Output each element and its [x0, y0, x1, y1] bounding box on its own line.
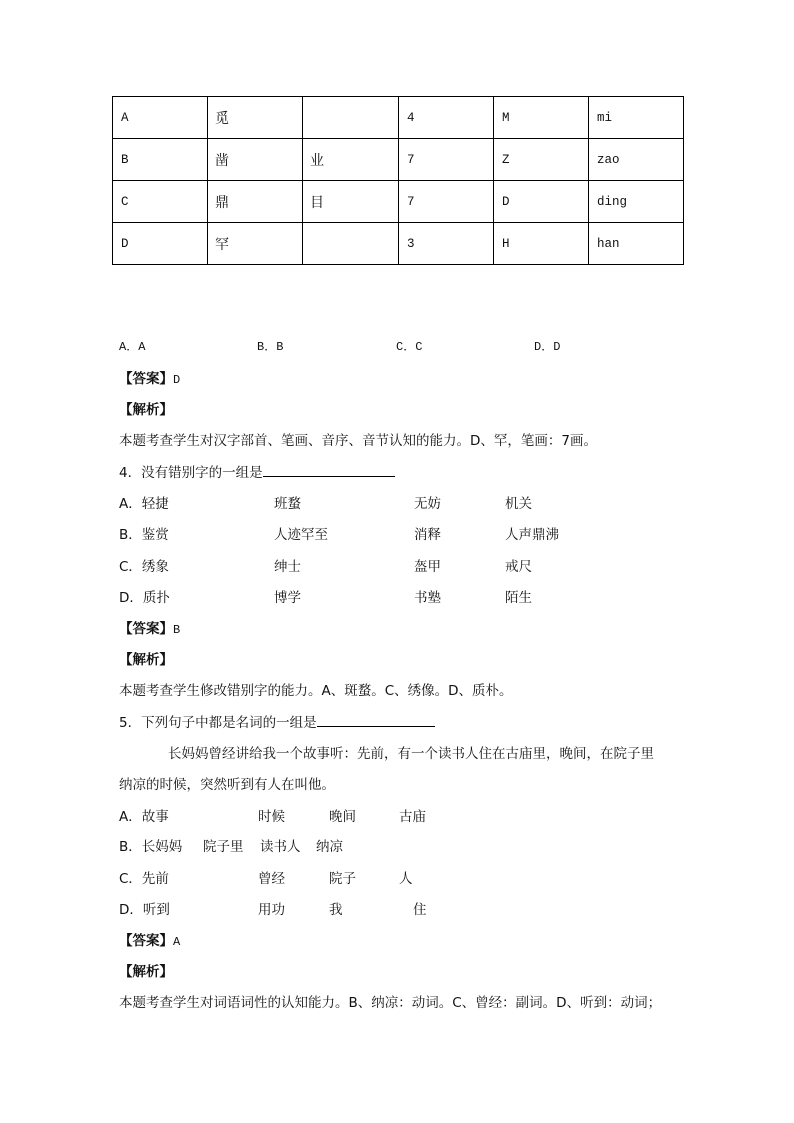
q3-analysis: 本题考查学生对汉字部首、笔画、音序、音节认知的能力。D、罕，笔画：7画。	[119, 433, 597, 449]
question-stem: 5．下列句子中都是名词的一组是	[119, 715, 317, 731]
q5-option-a-word: 时候	[258, 809, 285, 825]
table-cell: B	[113, 139, 208, 181]
table-cell: D	[494, 181, 589, 223]
question-stem: 4．没有错别字的一组是	[119, 465, 263, 481]
q4-option-b-word: 消释	[414, 527, 441, 543]
q4-option-d-word: 陌生	[505, 590, 532, 606]
q5-passage-line2: 纳凉的时候，突然听到有人在叫他。	[119, 777, 335, 793]
q4-option-d: D．质扑	[119, 590, 170, 606]
table-cell: 目	[303, 181, 399, 223]
q4-option-a-word: 无妨	[414, 496, 441, 512]
table-cell: 4	[399, 97, 494, 139]
table-cell: H	[494, 223, 589, 265]
q5-option-d-word: 用功	[258, 902, 285, 918]
q4-stem	[119, 461, 395, 481]
q5-answer	[119, 929, 180, 949]
table-cell	[303, 97, 399, 139]
q5-passage-line1: 长妈妈曾经讲给我一个故事听：先前，有一个读书人住在古庙里，晚间，在院子里	[168, 746, 654, 762]
table-cell: M	[494, 97, 589, 139]
q4-option-c-word: 绅士	[274, 559, 301, 575]
table-cell: 罕	[208, 223, 303, 265]
table-cell: Z	[494, 139, 589, 181]
table-row	[113, 181, 684, 223]
q3-option-c: C．C	[396, 340, 423, 354]
q4-answer	[119, 617, 180, 637]
q5-option-b-word: 读书人	[260, 839, 301, 855]
answer-blank	[317, 714, 435, 727]
q3-answer	[119, 367, 180, 387]
q4-analysis-label: 【解析】	[119, 652, 173, 668]
q4-option-c-word: 戒尺	[505, 559, 532, 575]
q5-analysis: 本题考查学生对词语词性的认知能力。B、纳凉：动词。C、曾经：副词。D、听到：动词；	[119, 995, 662, 1011]
answer-label: 【答案】	[119, 621, 173, 637]
q4-option-d-word: 博学	[274, 590, 301, 606]
q5-option-a-word: 古庙	[399, 809, 426, 825]
q5-option-c-word: 曾经	[258, 871, 285, 887]
table-cell: C	[113, 181, 208, 223]
table-cell: 7	[399, 139, 494, 181]
q4-option-b: B．鉴赏	[119, 527, 169, 543]
q5-option-b-word: 纳凉	[316, 839, 343, 855]
table-row	[113, 97, 684, 139]
q5-option-d-word: 我	[329, 902, 343, 918]
q5-option-a-word: 晚间	[329, 809, 356, 825]
q5-option-b-word: 院子里	[203, 839, 244, 855]
answer-blank	[263, 464, 395, 477]
attribute-table	[112, 96, 684, 265]
q3-option-b: B．B	[257, 340, 284, 354]
q4-option-b-word: 人迹罕至	[274, 527, 328, 543]
answer-value: B	[173, 623, 181, 637]
q5-option-c: C．先前	[119, 871, 169, 887]
q5-option-b: B．长妈妈	[119, 839, 183, 855]
table-cell: 业	[303, 139, 399, 181]
q4-option-b-word: 人声鼎沸	[505, 527, 559, 543]
answer-value: A	[173, 935, 181, 949]
table-row	[113, 223, 684, 265]
table-cell	[303, 223, 399, 265]
q5-option-c-word: 院子	[329, 871, 356, 887]
q5-option-c-word: 人	[399, 871, 413, 887]
q5-analysis-label: 【解析】	[119, 964, 173, 980]
table-cell: 觅	[208, 97, 303, 139]
q3-analysis-label: 【解析】	[119, 402, 173, 418]
table-row	[113, 139, 684, 181]
table-cell: 3	[399, 223, 494, 265]
q4-option-c-word: 盔甲	[414, 559, 441, 575]
table-cell: zao	[589, 139, 684, 181]
table-cell: 凿	[208, 139, 303, 181]
q3-option-d: D．D	[534, 340, 561, 354]
answer-label: 【答案】	[119, 933, 173, 949]
q5-option-d-word: 住	[413, 902, 427, 918]
q5-option-d: D．听到	[119, 902, 170, 918]
q4-option-a-word: 机关	[505, 496, 532, 512]
q4-option-d-word: 书塾	[414, 590, 441, 606]
q4-option-a-word: 班蝥	[274, 496, 301, 512]
q4-option-a: A．轻捷	[119, 496, 169, 512]
table-cell: D	[113, 223, 208, 265]
q3-option-a: A．A	[119, 340, 146, 354]
q5-option-a: A．故事	[119, 809, 169, 825]
q4-option-c: C．绣象	[119, 559, 169, 575]
table-cell: mi	[589, 97, 684, 139]
table-cell: A	[113, 97, 208, 139]
table-cell: ding	[589, 181, 684, 223]
table-cell: 鼎	[208, 181, 303, 223]
answer-value: D	[173, 373, 181, 387]
table-cell: han	[589, 223, 684, 265]
q5-stem	[119, 711, 435, 731]
answer-label: 【答案】	[119, 371, 173, 387]
q4-analysis: 本题考查学生修改错别字的能力。A、斑蝥。C、绣像。D、质朴。	[119, 683, 513, 699]
table-cell: 7	[399, 181, 494, 223]
